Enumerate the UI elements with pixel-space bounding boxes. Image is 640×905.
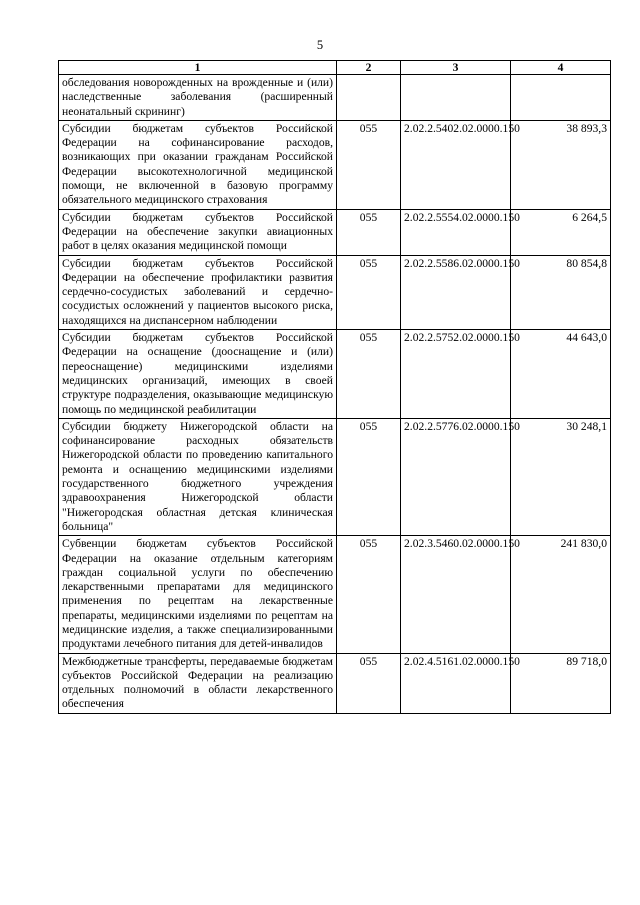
row-name-cell: Межбюджетные трансферты, передаваемые бюджетам субъектов Российской Федерации на реализацию отдельных полномочий в области лекарственного обеспечения bbox=[59, 653, 337, 713]
row-amount-cell: 38 893,3 bbox=[511, 120, 611, 209]
row-amount-cell: 80 854,8 bbox=[511, 255, 611, 329]
row-code-cell: 055 bbox=[337, 418, 401, 535]
row-code-cell: 055 bbox=[337, 536, 401, 653]
column-header-3: 3 bbox=[401, 61, 511, 75]
row-amount-cell: 44 643,0 bbox=[511, 330, 611, 419]
row-amount-cell: 30 248,1 bbox=[511, 418, 611, 535]
row-kbk-cell: 2.02.2.5554.02.0000.150 bbox=[401, 209, 511, 255]
row-kbk-cell: 2.02.2.5752.02.0000.150 bbox=[401, 330, 511, 419]
table-row bbox=[59, 209, 611, 255]
row-kbk-cell bbox=[401, 75, 511, 121]
table-row bbox=[59, 75, 611, 121]
row-name-cell: обследования новорожденных на врожденные и (или) наследственные заболевания (расширенный неонатальный скрининг) bbox=[59, 75, 337, 121]
row-code-cell bbox=[337, 75, 401, 121]
row-name-cell: Субсидии бюджетам субъектов Российской Федерации на обеспечение закупки авиационных работ в целях оказания медицинской помощи bbox=[59, 209, 337, 255]
row-code-cell: 055 bbox=[337, 255, 401, 329]
table-row bbox=[59, 330, 611, 419]
row-name-cell: Субвенции бюджетам субъектов Российской Федерации на оказание отдельным категориям граждан социальной услуги по обеспечению лекарственными препаратами для медицинского применения по рецептам на лекарственные препараты, медицинскими изделиями по рецептам на медицинские изделия, а также специализированными продуктами лечебного питания для детей-инвалидов bbox=[59, 536, 337, 653]
row-amount-cell bbox=[511, 75, 611, 121]
row-name-cell: Субсидии бюджетам субъектов Российской Федерации на обеспечение профилактики развития сердечно-сосудистых заболеваний и сердечно-сосудистых осложнений у пациентов высокого риска, находящихся на диспансерном наблюдении bbox=[59, 255, 337, 329]
row-amount-cell: 89 718,0 bbox=[511, 653, 611, 713]
row-name-cell: Субсидии бюджетам субъектов Российской Федерации на оснащение (дооснащение и (или) переоснащение) медицинскими изделиями медицинских организаций, имеющих в своей структуре подразделения, оказывающие медицинскую помощь по медицинской реабилитации bbox=[59, 330, 337, 419]
row-code-cell: 055 bbox=[337, 120, 401, 209]
table-row bbox=[59, 120, 611, 209]
table-row bbox=[59, 536, 611, 653]
table-row bbox=[59, 653, 611, 713]
page-number: 5 bbox=[316, 38, 324, 52]
column-header-2: 2 bbox=[337, 61, 401, 75]
row-kbk-cell: 2.02.2.5402.02.0000.150 bbox=[401, 120, 511, 209]
row-code-cell: 055 bbox=[337, 209, 401, 255]
table-row bbox=[59, 255, 611, 329]
table-row bbox=[59, 418, 611, 535]
row-name-cell: Субсидии бюджету Нижегородской области на софинансирование расходных обязательств Нижегородской области по проведению капитального ремонта и оснащению медицинскими изделиями государственного бюджетного учреждения здравоохранения Нижегородской области "Нижегородская областная детская клиническая больница" bbox=[59, 418, 337, 535]
row-kbk-cell: 2.02.3.5460.02.0000.150 bbox=[401, 536, 511, 653]
row-name-cell: Субсидии бюджетам субъектов Российской Федерации на софинансирование расходов, возникающих при оказании гражданам Российской Федерации высокотехнологичной медицинской помощи, не включенной в базовую программу обязательного медицинского страхования bbox=[59, 120, 337, 209]
budget-table bbox=[58, 60, 611, 714]
table-header-row bbox=[59, 61, 611, 75]
row-kbk-cell: 2.02.2.5776.02.0000.150 bbox=[401, 418, 511, 535]
row-code-cell: 055 bbox=[337, 330, 401, 419]
row-kbk-cell: 2.02.2.5586.02.0000.150 bbox=[401, 255, 511, 329]
row-amount-cell: 6 264,5 bbox=[511, 209, 611, 255]
column-header-4: 4 bbox=[511, 61, 611, 75]
row-code-cell: 055 bbox=[337, 653, 401, 713]
row-amount-cell: 241 830,0 bbox=[511, 536, 611, 653]
column-header-1: 1 bbox=[59, 61, 337, 75]
row-kbk-cell: 2.02.4.5161.02.0000.150 bbox=[401, 653, 511, 713]
